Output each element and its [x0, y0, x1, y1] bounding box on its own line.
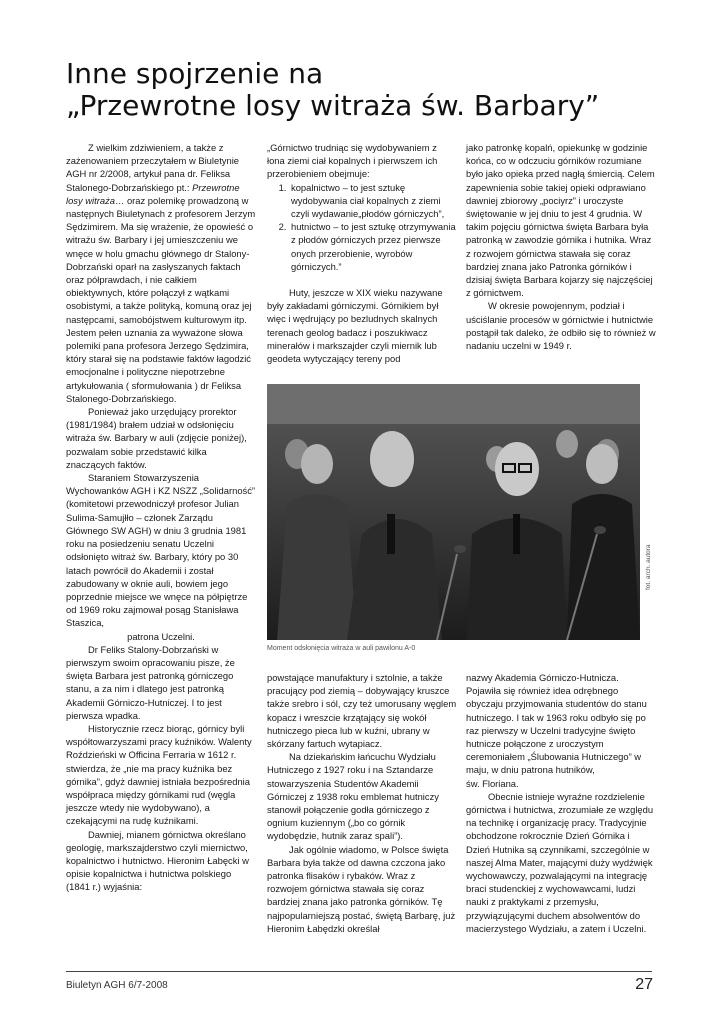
footer-rule	[66, 971, 652, 972]
photo-caption: Moment odsłonięcia witraża w auli pawilonu A-0	[267, 645, 416, 652]
column-3-top	[466, 141, 656, 352]
article-title	[66, 58, 686, 122]
quote-list	[267, 181, 457, 273]
title-line-1: Inne spojrzenie na	[66, 57, 324, 90]
paragraph: Na dziekańskim łańcuchu Wydziału Hutniczego z 1927 roku i na Sztandarze stowarzyszenia Studentów Akademii Górniczej z 1938 roku emblemat hutniczy stanowił połączenie godła górniczego z ognium kuziennym („bo co górnik wydobędzie, hutnik zaraz spali”).	[267, 751, 439, 842]
paragraph: jako patronkę kopalń, opiekunkę w godzinie końca, co w odczuciu górników rozumiane było jako opieka przed nagłą śmiercią. Celem zapewnienia sobie takiej opieki odprawiano dawniej zbiorowy „pociyrz” i uroczyste świętowanie w jej dniu to jest 4 grudnia. W takim pojęciu górnictwa święta Barbara była patronką w zawodzie górnika i hutnika. Wraz z rozwojem górnictwa stawała się coraz bardziej znana jako Patronka górników i dzisiaj święta Barbara kojarzy się najczęściej z górnictwem.	[466, 142, 655, 299]
paragraph: Dawniej, mianem górnictwa określano geologię, markszajderstwo czyli miernictwo, kopalnictwo i hutnictwo. Hieronim Łabęcki w opisie kopalnictwa i hutnictwa polskiego (1841 r.) wyjaśnia:	[66, 828, 249, 893]
column-3-bottom	[466, 671, 656, 935]
paragraph: powstające manufaktury i sztolnie, a także pracujący pod ziemią – dobywający kruszce także srebro i sól, czy też umorusany węglem kopacz i wreszcie krzątający się wokół hutniczego pieca lub w kuźni, ubrany w skórzany fartuch wytapiacz.	[267, 672, 457, 750]
paragraph: Staraniem Stowarzyszenia Wychowanków AGH i KZ NSZZ „Solidarność” (komitetowi przewodniczył profesor Julian Sulima-Samujłło – członek Zarządu Głównego SW AGH) w dniu 3 grudnia 1981 roku na posiedzeniu senatu Uczelni odsłonięto witraż św. Barbary, który po 30 latach powrócił do Akademii i został zabudowany w oknie auli, bowiem jego poprzednie miejsce we wnęce na półpiętrze od 1969 roku zajmował posąg Stanisława Staszica,	[66, 472, 256, 629]
paragraph: Historycznie rzecz biorąc, górnicy byli współtowarzyszami pracy kuźników. Walenty Roździeński w Officina Ferraria w 1612 r. stwierdza, że „nie ma pracy kuźnika bez górnika”, gdyż dawniej istniała bezpośrednia współpraca między górnikami rud (węgla jeszcze wtedy nie wydobywano), a czekającymi na rudę kuźnikami.	[66, 722, 252, 827]
paragraph-end: patrona Uczelni.	[127, 630, 195, 642]
photo-credit: fot. arch. autora	[645, 544, 652, 590]
paragraph: Z wielkim zdziwieniem, a także z zażenowaniem przeczytałem w Biuletynie AGH nr 2/2008, artykuł pana dr. Feliksa Stalonego-Dobrzańskiego pt.: Przewrotne losy witraża… oraz polemikę prowadzoną w następnych Biuletynach z profesorem Jerzym Sędzimirem. Ma się wrażenie, że opowieść o witrażu św. Barbary i jej umieszczeniu we wnęce w holu gmachu głównego dr Stalony-Dobrzański oparł na zasłyszanych faktach oraz półprawdach, i nie całkiem obiektywnych, które połączył z wątkami osobistymi, a także polityką, komuną oraz jej następcami, samobójstwem kulturowym itp. Jestem pełen uznania za wyważone słowa polemiki pana profesora Jerzego Sędzimira, który starał się na podstawie faktów łagodzić emocjonalne i polityczne niepotrzebne artykułowania ( sformułowania ) dr Feliksa Stalonego-Dobrzańskiego.	[66, 142, 256, 404]
paragraph: Dr Feliks Stalony-Dobrzański w pierwszym swoim opracowaniu pisze, że święta Barbara jest patronką górniczego stanu, a za nim i dlatego jest patronką Akademii Górniczo-Hutniczej. I to jest pierwsza wpadka.	[66, 643, 235, 721]
paragraph: W okresie powojennym, podział i uściślanie procesów w górnictwie i hutnictwie postąpił tak daleko, że odbiło się to również w nadaniu uczelni w 1949 r.	[466, 300, 656, 352]
column-2-bottom	[267, 671, 457, 935]
page-number: 27	[635, 976, 653, 993]
list-item: 2. hutnictwo – to jest sztukę otrzymywania z płodów górniczych przez pierwsze onych przerobienie, wyrobów górniczych.”	[289, 220, 457, 273]
publication-name: Biuletyn AGH 6/7-2008	[66, 980, 168, 991]
column-1	[66, 141, 256, 894]
column-2-top	[267, 141, 457, 365]
photo-illustration	[267, 384, 640, 640]
list-item: 1. kopalnictwo – to jest sztukę wydobywania ciał kopalnych z ziemi czyli wydawanie„płodów górniczych”,	[289, 181, 457, 221]
paragraph: Jak ogólnie wiadomo, w Polsce święta Barbara była także od dawna czczona jako patronka flisaków i rybaków. Wraz z rozwojem górnictwa stawała się coraz bardziej znana jako patronka górników. Tę najpopularniejszą postać, świętą Barbarę, już Hieronim Łabędzki określał	[267, 843, 456, 934]
paragraph: Ponieważ jako urzędujący prorektor (1981/1984) brałem udział w odsłonięciu witraża św. Barbary w auli (zdjęcie poniżej), pozwalam sobie przedstawić kilka znaczących faktów.	[66, 406, 247, 470]
archival-photo	[267, 384, 640, 640]
paragraph: Obecnie istnieje wyraźne rozdzielenie górnictwa i hutnictwa, zrozumiałe ze względu na technikę i organizację pracy. Tradycyjnie obchodzone rokrocznie Dzień Górnika i Dzień Hutnika są czynnikami, szczególnie w naszej Alma Mater, mającymi duży wydźwięk wychowawczy, pozwalającymi na integrację braci studenckiej z wychowawcami, ludzi nauki z praktykami z przemysłu, przywiązującymi duchem absolwentów do macierzystego Wydziału, a zatem i Uczelni.	[466, 790, 654, 934]
paragraph: „Górnictwo trudniąc się wydobywaniem z łona ziemi ciał kopalnych i pierwszem ich przerobieniem obejmuje:	[267, 142, 438, 180]
paragraph: Huty, jeszcze w XIX wieku nazywane były zakładami górniczymi. Górnikiem był więc i wędrujący po bezludnych skalnych terenach geolog badacz i poszukiwacz minerałów i markszajder czyli miernik lub geodeta wytyczający tereny pod	[267, 287, 443, 365]
paragraph-end: św. Floriana.	[466, 777, 519, 789]
paragraph: nazwy Akademia Górniczo-Hutnicza. Pojawiła się również idea odrębnego obyczaju przyjmowania studentów do stanu hutniczego. I tak w 1963 roku odbyło się po raz pierwszy w Uczelni tradycyjne święto hutnicze połączone z uroczystym ceremoniałem „Ślubowania Hutniczego” w maju, w dniu patrona hutników,	[466, 672, 647, 776]
title-line-2: „Przewrotne losy witraża św. Barbary”	[66, 89, 600, 122]
